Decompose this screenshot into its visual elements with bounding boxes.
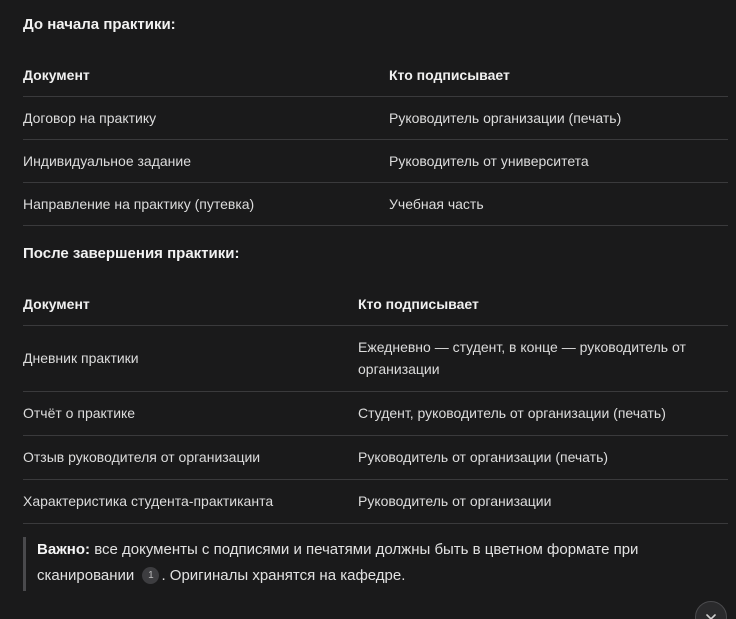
scroll-down-button[interactable] [695, 601, 727, 619]
column-header-document: Документ [23, 67, 90, 83]
note-text-after: . Оригиналы хранятся на кафедре. [161, 567, 406, 584]
column-header-document: Документ [23, 296, 90, 312]
table-row [23, 436, 728, 480]
citation-badge[interactable]: 1 [142, 567, 159, 584]
document-cell: Характеристика студента-практиканта [23, 493, 274, 509]
section-title-after: После завершения практики: [23, 245, 240, 262]
document-cell: Индивидуальное задание [23, 153, 191, 169]
note-text-before: все документы с подписями и печатями должны быть в цветном формате при сканировании [37, 541, 639, 584]
document-cell: Направление на практику (путевка) [23, 196, 255, 212]
signer-cell: Учебная часть [389, 196, 484, 212]
signer-cell: Руководитель от университета [389, 153, 589, 169]
table-header-row [23, 54, 728, 97]
document-cell: Отчёт о практике [23, 405, 136, 421]
document-cell: Договор на практику [23, 110, 157, 126]
table-row [23, 97, 728, 140]
column-header-signer: Кто подписывает [389, 67, 510, 83]
note-text [37, 537, 687, 589]
table-before [23, 54, 728, 226]
table-row [23, 326, 728, 392]
signer-cell: Руководитель организации (печать) [389, 110, 622, 126]
document-cell: Дневник практики [23, 350, 139, 366]
signer-cell: Руководитель от организации (печать) [358, 449, 609, 465]
table-row [23, 140, 728, 183]
table-row [23, 392, 728, 436]
document-cell: Отзыв руководителя от организации [23, 449, 261, 465]
signer-cell: Ежедневно — студент, в конце — руководитель от организации [358, 339, 686, 377]
signer-cell: Студент, руководитель от организации (печать) [358, 405, 666, 421]
table-row [23, 183, 728, 226]
table-after [23, 283, 728, 524]
important-note [23, 537, 716, 591]
note-label: Важно: [37, 541, 91, 558]
table-header-row [23, 283, 728, 326]
column-header-signer: Кто подписывает [358, 296, 479, 312]
table-row [23, 480, 728, 524]
signer-cell: Руководитель от организации [358, 493, 552, 509]
section-title-before: До начала практики: [23, 16, 176, 33]
